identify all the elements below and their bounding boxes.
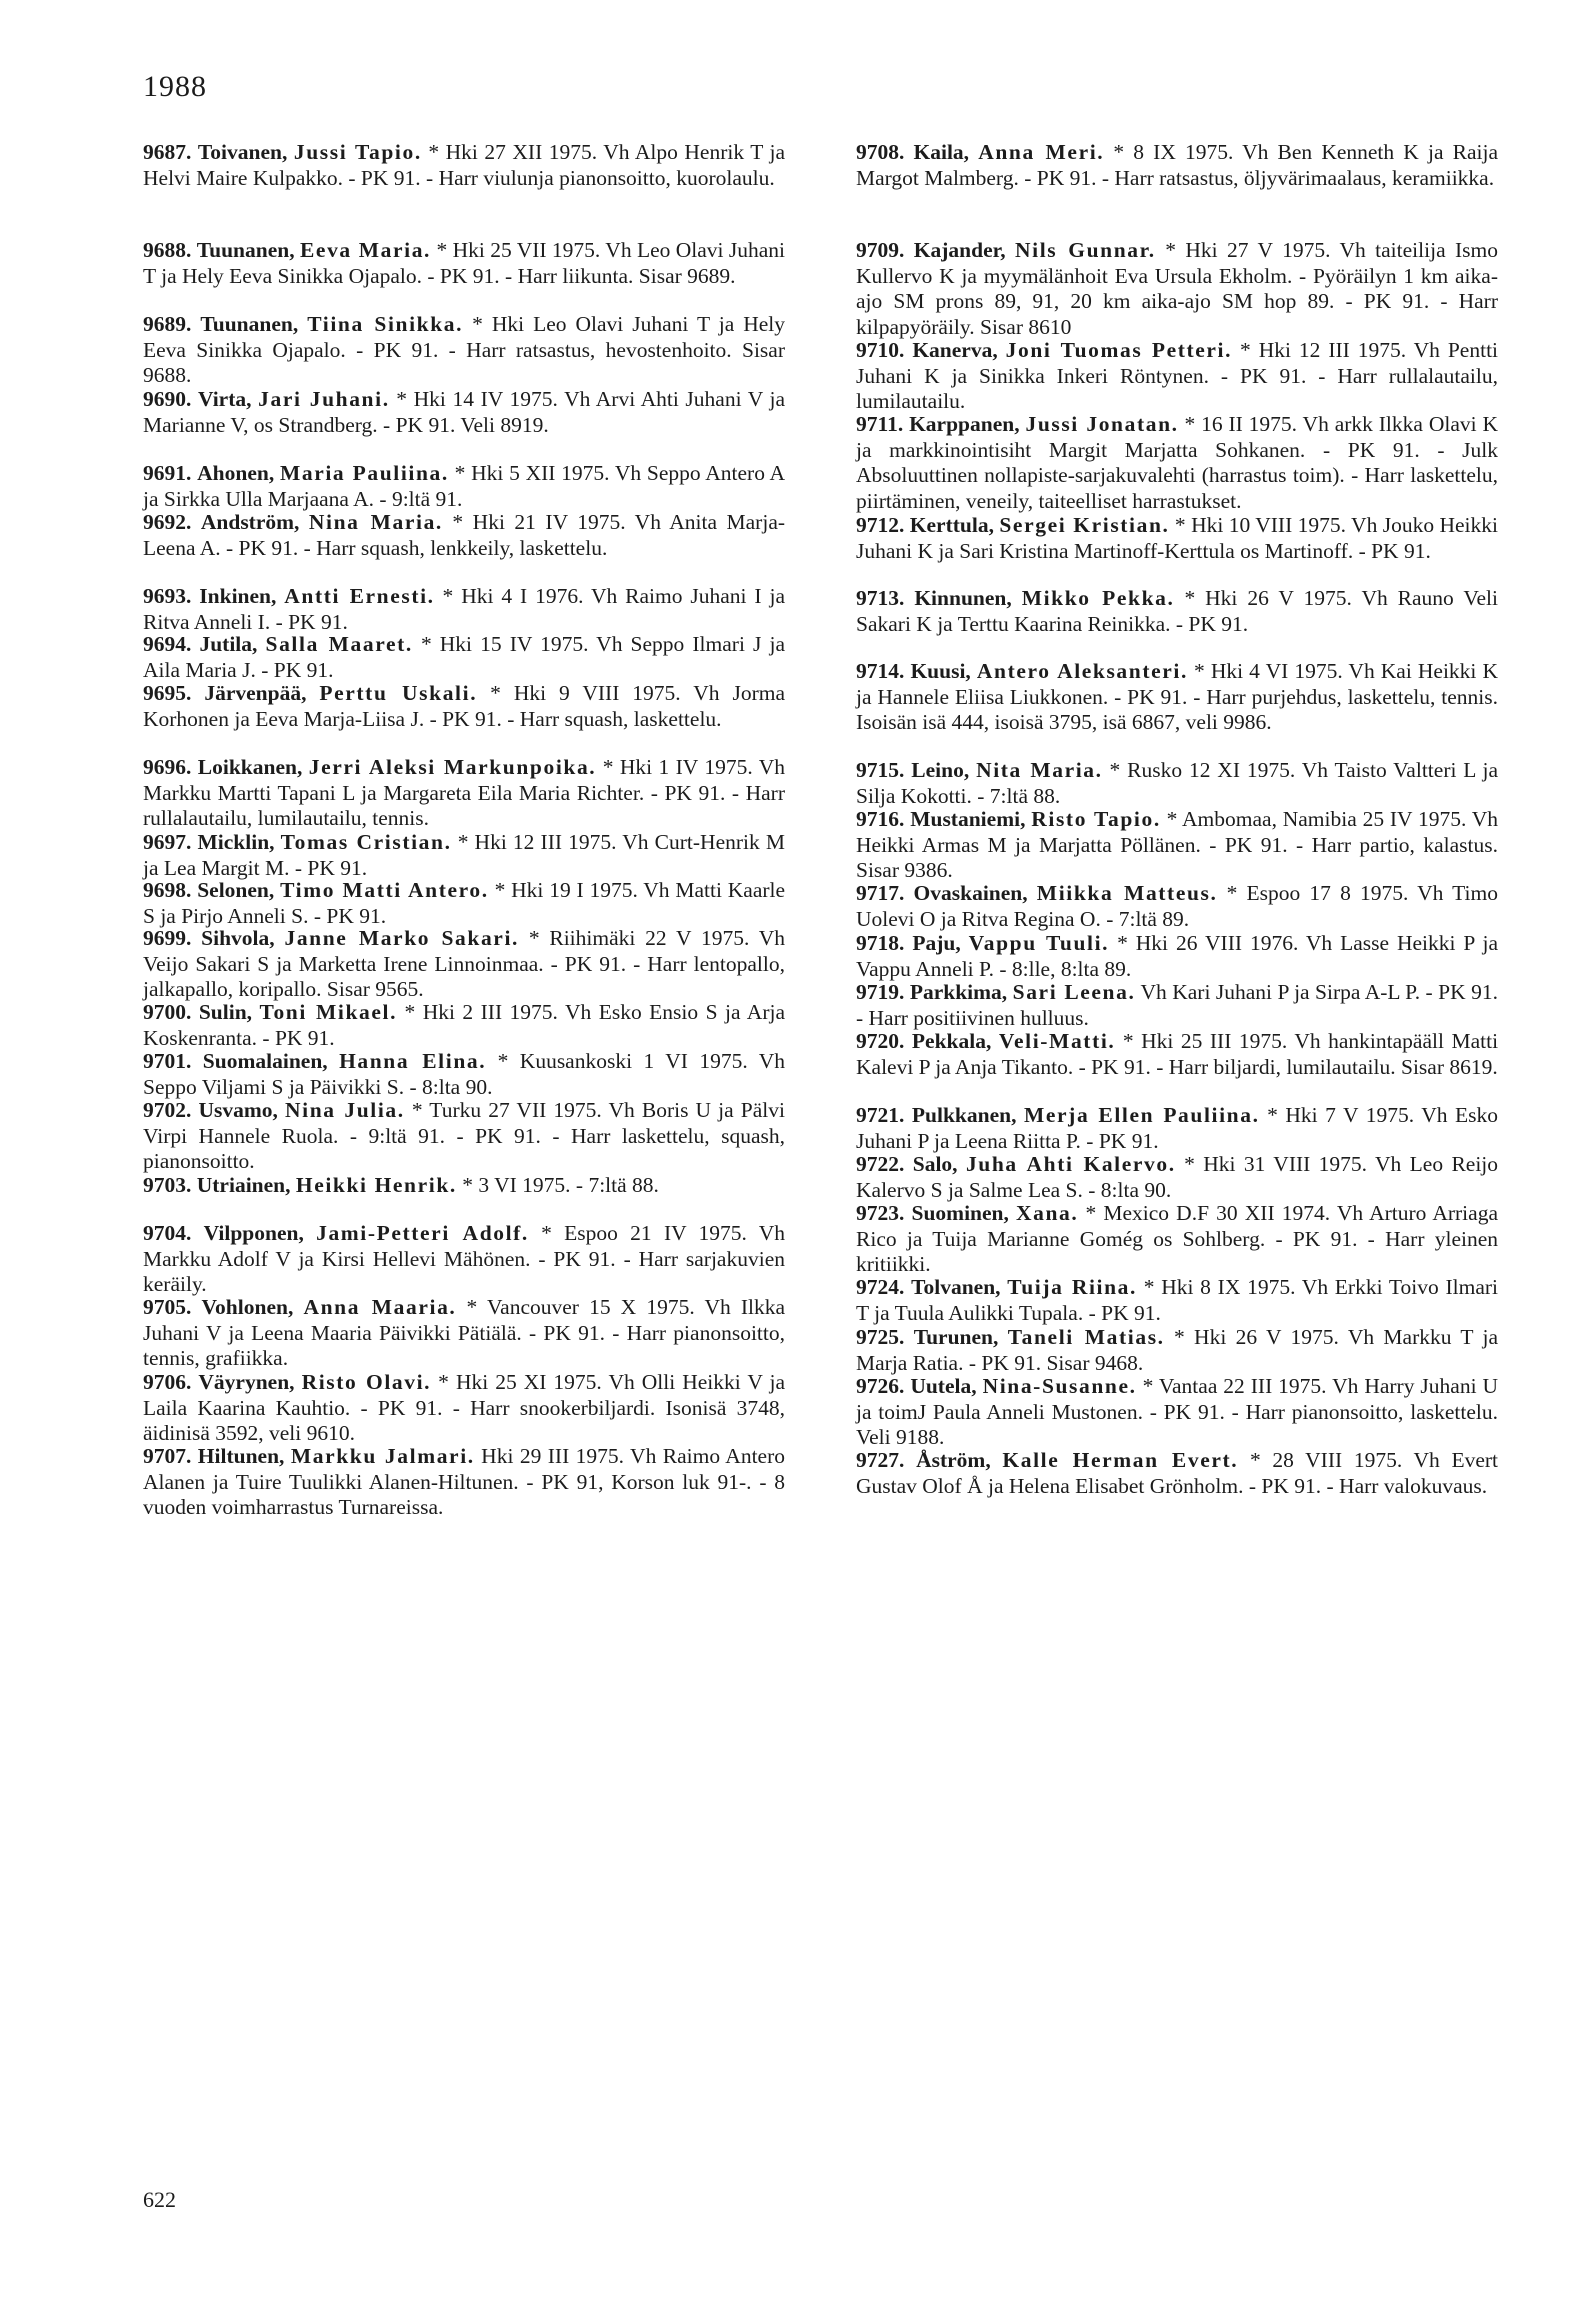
entry-number: 9716.: [856, 807, 905, 831]
page-number: 622: [143, 2187, 176, 2212]
entry-surname: Mustaniemi,: [910, 807, 1026, 831]
biography-entry: [856, 1152, 1498, 1203]
entry-details: * Hki 10 VIII 1975. Vh Jouko Heikki Juhani K ja Sari Kristina Martinoff-Kerttula os Martinoff. - PK 91.: [856, 513, 1499, 563]
entry-surname: Sihvola,: [201, 926, 275, 950]
biography-entry: [856, 931, 1498, 982]
entry-number: 9688.: [143, 238, 192, 262]
entry-details: * Hki 27 V 1975. Vh taiteilija Ismo Kullervo K ja myymälänhoit Eva Ursula Ekholm. - Pyöräilyn 1 km aika-ajo SM prons 89, 91, 20 km aika-ajo SM hop 89. - PK 91. - Harr kilpapyöräily. Sisar 8610: [856, 238, 1499, 339]
entry-number: 9726.: [856, 1374, 905, 1398]
entry-number: 9705.: [143, 1295, 192, 1319]
biography-entry: [856, 140, 1498, 191]
entry-number: 9698.: [143, 878, 192, 902]
entry-given-names: Juha Ahti Kalervo.: [965, 1152, 1176, 1176]
entry-surname: Kajander,: [913, 238, 1006, 262]
entry-details: * Hki 4 I 1976. Vh Raimo Juhani I ja Ritva Anneli I. - PK 91.: [143, 584, 785, 634]
entry-given-names: Anna Maaria.: [303, 1295, 457, 1319]
entry-given-names: Maria Pauliina.: [279, 461, 449, 485]
entry-number: 9715.: [856, 758, 905, 782]
entry-details: * Turku 27 VII 1975. Vh Boris U ja Pälvi Virpi Hannele Ruola. - 9:ltä 91. - PK 91. - Harr laskettelu, squash, pianonsoitto.: [143, 1098, 786, 1173]
entry-given-names: Toni Mikael.: [259, 1000, 398, 1024]
entry-details: * Hki 4 VI 1975. Vh Kai Heikki K ja Hannele Eliisa Liukkonen. - PK 91. - Harr purjehdus, laskettelu, tennis. Isoisän isä 444, isoisä 3795, isä 6867, veli 9986.: [856, 659, 1498, 734]
entry-given-names: Taneli Matias.: [1007, 1325, 1165, 1349]
entry-details: * Hki 31 VIII 1975. Vh Leo Reijo Kalervo S ja Salme Lea S. - 8:lta 90.: [856, 1152, 1499, 1202]
entry-surname: Kinnunen,: [914, 586, 1012, 610]
entry-details: * Hki Leo Olavi Juhani T ja Hely Eeva Sinikka Ojapalo. - PK 91. - Harr ratsastus, hevostenhoito. Sisar 9688.: [143, 312, 786, 387]
biography-entry: [856, 881, 1498, 932]
entry-details: * Hki 26 VIII 1976. Vh Lasse Heikki P ja Vappu Anneli P. - 8:lle, 8:lta 89.: [856, 931, 1499, 981]
biography-entry: [856, 238, 1498, 340]
entry-number: 9691.: [143, 461, 192, 485]
entry-details: * Hki 9 VIII 1975. Vh Jorma Korhonen ja Eeva Marja-Liisa J. - PK 91. - Harr squash, laskettelu.: [143, 681, 786, 731]
biography-entry: [143, 632, 785, 683]
biography-entry: [856, 1448, 1498, 1499]
entry-surname: Selonen,: [197, 878, 275, 902]
biography-entry: [143, 1221, 785, 1298]
entry-surname: Sulin,: [198, 1000, 253, 1024]
entry-surname: Jutila,: [199, 632, 258, 656]
entry-details: * 28 VIII 1975. Vh Evert Gustav Olof Å ja Helena Elisabet Grönholm. - PK 91. - Harr valokuvaus.: [856, 1448, 1499, 1498]
biography-entry: [143, 1098, 785, 1175]
entry-number: 9725.: [856, 1325, 905, 1349]
entry-details: * Hki 5 XII 1975. Vh Seppo Antero A ja Sirkka Ulla Marjaana A. - 9:ltä 91.: [143, 461, 786, 511]
entry-surname: Inkinen,: [199, 584, 277, 608]
entry-given-names: Anna Meri.: [978, 140, 1105, 164]
entry-given-names: Xana.: [1016, 1201, 1079, 1225]
entry-number: 9727.: [856, 1448, 905, 1472]
entry-surname: Tuunanen,: [196, 238, 295, 262]
biography-entry: [143, 140, 785, 191]
entry-details: * 3 VI 1975. - 7:ltä 88.: [462, 1173, 659, 1197]
entry-number: 9719.: [856, 980, 905, 1004]
entry-surname: Turunen,: [913, 1325, 999, 1349]
entry-details: * Hki 2 III 1975. Vh Esko Ensio S ja Arja Koskenranta. - PK 91.: [143, 1000, 785, 1050]
entry-details: * Hki 12 III 1975. Vh Pentti Juhani K ja Sinikka Inkeri Röntynen. - PK 91. - Harr rullalautailu, lumilautailu.: [856, 338, 1499, 413]
entry-number: 9700.: [143, 1000, 192, 1024]
entry-surname: Usvamo,: [198, 1098, 278, 1122]
entry-details: * Hki 15 IV 1975. Vh Seppo Ilmari J ja Aila Maria J. - PK 91.: [143, 632, 785, 682]
biography-entry: [143, 510, 785, 561]
entry-number: 9692.: [143, 510, 192, 534]
biography-entry: [143, 387, 785, 438]
biography-entry: [856, 586, 1498, 637]
biography-entry: [856, 980, 1498, 1031]
entry-details: * Hki 7 V 1975. Vh Esko Juhani P ja Leena Riitta P. - PK 91.: [856, 1103, 1499, 1153]
biography-entry: [143, 584, 785, 635]
entry-given-names: Timo Matti Antero.: [280, 878, 489, 902]
entry-given-names: Perttu Uskali.: [319, 681, 478, 705]
biography-entry: [143, 1173, 785, 1199]
entry-surname: Tolvanen,: [911, 1275, 1001, 1299]
entry-given-names: Salla Maaret.: [265, 632, 413, 656]
entry-surname: Tuunanen,: [200, 312, 299, 336]
entry-details: * Vantaa 22 III 1975. Vh Harry Juhani U ja toimJ Paula Anneli Mustonen. - PK 91. - Harr pianonsoitto, laskettelu. Veli 9188.: [856, 1374, 1499, 1449]
entry-surname: Suominen,: [911, 1201, 1009, 1225]
entry-number: 9702.: [143, 1098, 192, 1122]
entry-number: 9687.: [143, 140, 192, 164]
biography-entry: [143, 1444, 785, 1521]
entry-given-names: Kalle Herman Evert.: [1002, 1448, 1239, 1472]
entry-surname: Kerttula,: [909, 513, 994, 537]
entry-surname: Hiltunen,: [197, 1444, 285, 1468]
entry-surname: Ahonen,: [197, 461, 275, 485]
entry-surname: Pekkala,: [911, 1029, 992, 1053]
entry-number: 9689.: [143, 312, 192, 336]
page-year-header: 1988: [143, 70, 207, 103]
entry-surname: Kuusi,: [910, 659, 971, 683]
entry-surname: Uutela,: [910, 1374, 977, 1398]
entry-number: 9722.: [856, 1152, 905, 1176]
entry-number: 9701.: [143, 1049, 192, 1073]
entry-given-names: Jerri Aleksi Markunpoika.: [308, 755, 597, 779]
entry-number: 9696.: [143, 755, 192, 779]
entry-given-names: Jami-Petteri Adolf.: [316, 1221, 529, 1245]
entry-details: * Hki 14 IV 1975. Vh Arvi Ahti Juhani V ja Marianne V, os Strandberg. - PK 91. Veli 8919.: [143, 387, 786, 437]
entry-given-names: Nina Julia.: [285, 1098, 405, 1122]
entry-given-names: Nita Maria.: [976, 758, 1103, 782]
biography-entry: [856, 338, 1498, 415]
biography-entry: [856, 1201, 1498, 1278]
entry-surname: Åström,: [916, 1448, 991, 1472]
entry-number: 9708.: [856, 140, 905, 164]
entry-given-names: Jussi Tapio.: [293, 140, 422, 164]
entry-given-names: Nina Maria.: [308, 510, 443, 534]
entry-details: * Hki 8 IX 1975. Vh Erkki Toivo Ilmari T ja Tuula Aulikki Tupala. - PK 91.: [856, 1275, 1499, 1325]
entry-details: * Hki 25 III 1975. Vh hankintapääll Matti Kalevi P ja Anja Tikanto. - PK 91. - Harr biljardi, lumilautailu. Sisar 8619.: [856, 1029, 1499, 1079]
entry-given-names: Eeva Maria.: [299, 238, 432, 262]
entry-given-names: Miikka Matteus.: [1036, 881, 1218, 905]
biography-entry: [856, 659, 1498, 736]
entry-given-names: Jari Juhani.: [258, 387, 390, 411]
biography-entry: [856, 412, 1498, 514]
entry-surname: Andström,: [200, 510, 300, 534]
entry-given-names: Heikki Henrik.: [295, 1173, 457, 1197]
entry-surname: Virta,: [197, 387, 252, 411]
entry-details: * Mexico D.F 30 XII 1974. Vh Arturo Arriaga Rico ja Tuija Marianne Gomég os Sohlberg. - PK 91. - Harr yleinen kritiikki.: [856, 1201, 1498, 1276]
biography-entry: [856, 1103, 1498, 1154]
entry-details: * Hki 21 IV 1975. Vh Anita Marja-Leena A. - PK 91. - Harr squash, lenkkeily, laskettelu.: [143, 510, 786, 560]
entry-number: 9721.: [856, 1103, 905, 1127]
entry-details: * Hki 25 VII 1975. Vh Leo Olavi Juhani T ja Hely Eeva Sinikka Ojapalo. - PK 91. - Harr liikunta. Sisar 9689.: [143, 238, 786, 288]
entry-surname: Ovaskainen,: [913, 881, 1028, 905]
biography-entry: [856, 758, 1498, 809]
entry-details: * Hki 12 III 1975. Vh Curt-Henrik M ja Lea Margit M. - PK 91.: [143, 830, 785, 880]
entry-given-names: Antti Ernesti.: [284, 584, 435, 608]
entry-given-names: Merja Ellen Pauliina.: [1024, 1103, 1260, 1127]
biography-entry: [856, 1029, 1498, 1080]
biography-entry: [143, 312, 785, 389]
entry-details: * Hki 19 I 1975. Vh Matti Kaarle S ja Pirjo Anneli S. - PK 91.: [143, 878, 786, 928]
biography-entry: [143, 1049, 785, 1100]
biography-entry: [856, 513, 1498, 564]
entry-details: * Espoo 21 IV 1975. Vh Markku Adolf V ja Kirsi Hellevi Mähönen. - PK 91. - Harr sarjakuvien keräily.: [143, 1221, 786, 1296]
biography-entry: [143, 681, 785, 732]
entry-surname: Micklin,: [197, 830, 275, 854]
entry-given-names: Tuija Riina.: [1007, 1275, 1137, 1299]
entry-number: 9710.: [856, 338, 905, 362]
biography-entry: [143, 926, 785, 1003]
entry-details: * Vancouver 15 X 1975. Vh Ilkka Juhani V ja Leena Maaria Päivikki Pätiälä. - PK 91. - Harr pianonsoitto, tennis, grafiikka.: [143, 1295, 786, 1370]
entry-surname: Karppanen,: [909, 412, 1020, 436]
entry-details: * Espoo 17 8 1975. Vh Timo Uolevi O ja Ritva Regina O. - 7:ltä 89.: [856, 881, 1499, 931]
entry-number: 9718.: [856, 931, 905, 955]
entry-number: 9694.: [143, 632, 192, 656]
entry-number: 9693.: [143, 584, 192, 608]
entry-given-names: Joni Tuomas Petteri.: [1005, 338, 1233, 362]
entry-number: 9712.: [856, 513, 905, 537]
entry-surname: Järvenpää,: [204, 681, 307, 705]
biography-entry: [143, 238, 785, 289]
entry-surname: Loikkanen,: [197, 755, 303, 779]
entry-given-names: Janne Marko Sakari.: [284, 926, 520, 950]
entry-details: * 16 II 1975. Vh arkk Ilkka Olavi K ja markkinointisiht Margit Marjatta Sohkanen. - PK 91. - Julk Absoluuttinen nollapiste-sarjakuvalehti (harrastus toim). - Harr laskettelu, piirtäminen, veneily, taiteelliset harrastukset.: [856, 412, 1498, 513]
biography-entry: [143, 1295, 785, 1372]
entry-number: 9713.: [856, 586, 905, 610]
entry-surname: Parkkima,: [909, 980, 1008, 1004]
biography-entry: [143, 1000, 785, 1051]
entry-details: * 8 IX 1975. Vh Ben Kenneth K ja Raija Margot Malmberg. - PK 91. - Harr ratsastus, öljyvärimaalaus, keramiikka.: [856, 140, 1498, 190]
entry-number: 9714.: [856, 659, 905, 683]
biography-entry: [143, 461, 785, 512]
entry-details: * Kuusankoski 1 VI 1975. Vh Seppo Viljami S ja Päivikki S. - 8:lta 90.: [143, 1049, 786, 1099]
entry-details: * Hki 25 XI 1975. Vh Olli Heikki V ja Laila Kaarina Kauhtio. - PK 91. - Harr snookerbiljardi. Isonisä 3748, äidinisä 3592, veli 9610.: [143, 1370, 786, 1445]
entry-details: * Hki 26 V 1975. Vh Markku T ja Marja Ratia. - PK 91. Sisar 9468.: [856, 1325, 1498, 1375]
entry-details: * Rusko 12 XI 1975. Vh Taisto Valtteri L ja Silja Kokotti. - 7:ltä 88.: [856, 758, 1499, 808]
entry-details: * Ambomaa, Namibia 25 IV 1975. Vh Heikki Armas M ja Marjatta Pöllänen. - PK 91. - Harr partio, kalastus. Sisar 9386.: [856, 807, 1499, 882]
entry-given-names: Antero Aleksanteri.: [976, 659, 1188, 683]
entry-given-names: Tiina Sinikka.: [307, 312, 464, 336]
entry-details: * Hki 26 V 1975. Vh Rauno Veli Sakari K ja Terttu Kaarina Reinikka. - PK 91.: [856, 586, 1499, 636]
biography-entry: [143, 755, 785, 832]
entry-number: 9704.: [143, 1221, 192, 1245]
entry-surname: Vilpponen,: [203, 1221, 304, 1245]
entry-given-names: Veli-Matti.: [998, 1029, 1116, 1053]
entry-number: 9711.: [856, 412, 904, 436]
biography-entry: [856, 1325, 1498, 1376]
entry-number: 9717.: [856, 881, 905, 905]
entry-details: Hki 29 III 1975. Vh Raimo Antero Alanen ja Tuire Tuulikki Alanen-Hiltunen. - PK 91, Korson luk 91-. - 8 vuoden voimharrastus Turnareissa.: [143, 1444, 786, 1519]
entry-given-names: Risto Tapio.: [1031, 807, 1161, 831]
entry-given-names: Hanna Elina.: [339, 1049, 487, 1073]
entry-surname: Salo,: [912, 1152, 958, 1176]
entry-surname: Väyrynen,: [198, 1370, 295, 1394]
entry-given-names: Sari Leena.: [1012, 980, 1136, 1004]
entry-given-names: Jussi Jonatan.: [1025, 412, 1179, 436]
entry-given-names: Nils Gunnar.: [1015, 238, 1156, 262]
entry-details: * Hki 27 XII 1975. Vh Alpo Henrik T ja Helvi Maire Kulpakko. - PK 91. - Harr viulunja pianonsoitto, kuorolaulu.: [143, 140, 786, 190]
entry-surname: Pulkkanen,: [911, 1103, 1017, 1127]
entry-number: 9690.: [143, 387, 192, 411]
entry-number: 9697.: [143, 830, 192, 854]
entry-details: Vh Kari Juhani P ja Sirpa A-L P. - PK 91. - Harr positiivinen hulluus.: [856, 980, 1498, 1030]
entry-given-names: Vappu Tuuli.: [968, 931, 1110, 955]
entry-surname: Kanerva,: [912, 338, 998, 362]
entry-surname: Leino,: [911, 758, 970, 782]
biography-entry: [856, 807, 1498, 884]
entry-given-names: Nina-Susanne.: [982, 1374, 1137, 1398]
entry-number: 9699.: [143, 926, 192, 950]
entry-number: 9706.: [143, 1370, 192, 1394]
entry-given-names: Sergei Kristian.: [999, 513, 1170, 537]
entry-given-names: Mikko Pekka.: [1021, 586, 1175, 610]
entry-surname: Suomalainen,: [202, 1049, 328, 1073]
entry-number: 9703.: [143, 1173, 192, 1197]
entry-details: * Hki 1 IV 1975. Vh Markku Martti Tapani L ja Margareta Eila Maria Richter. - PK 91. - Harr rullalautailu, lumilautailu, tennis.: [143, 755, 786, 830]
entry-surname: Vohlonen,: [201, 1295, 294, 1319]
entry-number: 9695.: [143, 681, 192, 705]
entry-number: 9720.: [856, 1029, 905, 1053]
biography-entry: [143, 878, 785, 929]
entry-given-names: Tomas Cristian.: [280, 830, 452, 854]
entry-given-names: Markku Jalmari.: [290, 1444, 475, 1468]
biography-entry: [856, 1374, 1498, 1451]
entry-surname: Paju,: [912, 931, 961, 955]
entry-details: * Riihimäki 22 V 1975. Vh Veijo Sakari S ja Marketta Irene Linnoinmaa. - PK 91. - Harr lentopallo, jalkapallo, koripallo. Sisar 9565.: [143, 926, 786, 1001]
biography-entry: [143, 830, 785, 881]
entry-surname: Utriainen,: [196, 1173, 291, 1197]
entry-number: 9709.: [856, 238, 905, 262]
entry-number: 9723.: [856, 1201, 905, 1225]
entry-number: 9724.: [856, 1275, 905, 1299]
entry-surname: Toivanen,: [197, 140, 288, 164]
biography-entry: [143, 1370, 785, 1447]
entry-surname: Kaila,: [913, 140, 970, 164]
biography-entry: [856, 1275, 1498, 1326]
entry-given-names: Risto Olavi.: [301, 1370, 432, 1394]
entry-number: 9707.: [143, 1444, 192, 1468]
